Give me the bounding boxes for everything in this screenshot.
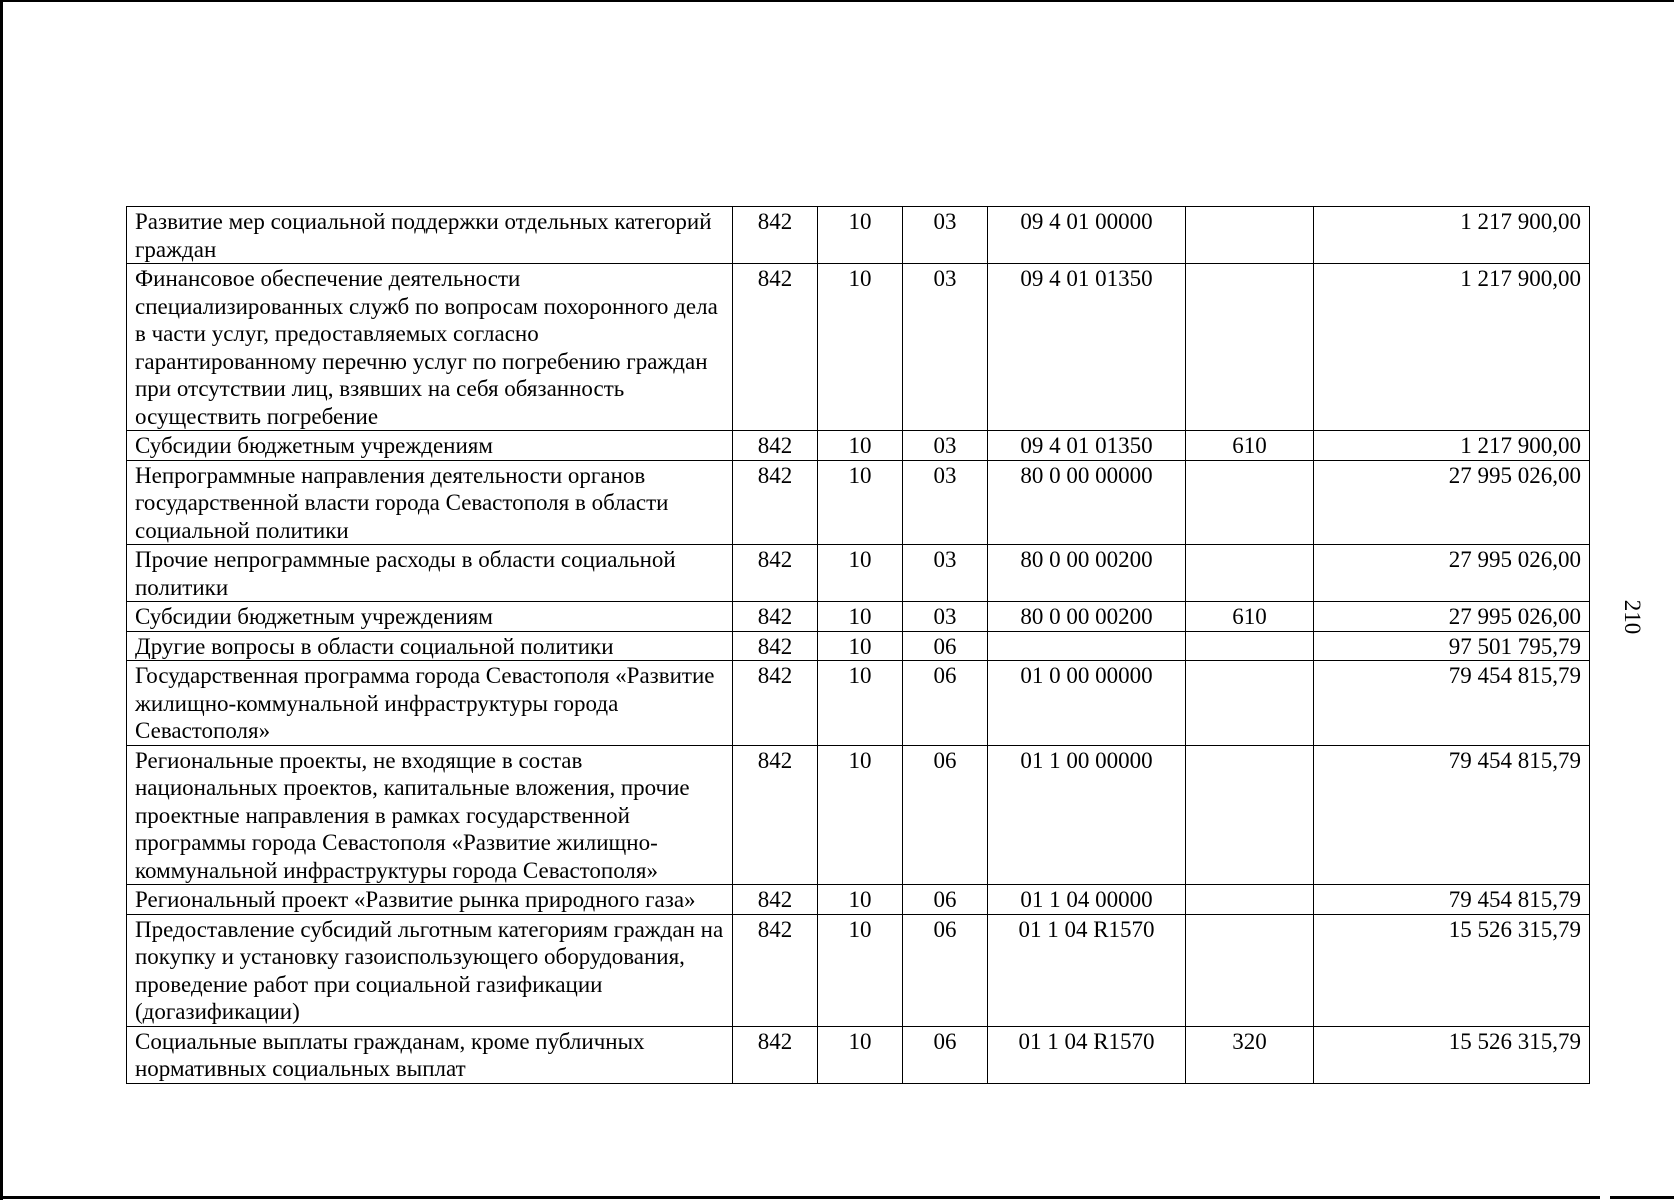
- scan-border-bottom-tail: [1610, 1196, 1674, 1199]
- row-pr: 03: [903, 264, 988, 431]
- row-csr: 80 0 00 00200: [988, 602, 1186, 632]
- row-ved: 842: [733, 661, 818, 746]
- row-name: Предоставление субсидий льготным категориям граждан на покупку и установку газоиспользующего оборудования, проведение работ при социальной газификации (догазификации): [127, 914, 733, 1026]
- table-row: [127, 431, 1590, 461]
- row-vr: 320: [1186, 1026, 1314, 1083]
- row-ved: 842: [733, 914, 818, 1026]
- table-row: [127, 460, 1590, 545]
- row-rz: 10: [818, 914, 903, 1026]
- row-name: Непрограммные направления деятельности органов государственной власти города Севастополя в области социальной политики: [127, 460, 733, 545]
- table-row: [127, 264, 1590, 431]
- row-sum: 79 454 815,79: [1314, 661, 1590, 746]
- scan-border-bottom: [0, 1196, 1600, 1199]
- row-sum: 1 217 900,00: [1314, 264, 1590, 431]
- row-rz: 10: [818, 545, 903, 602]
- row-name: Прочие непрограммные расходы в области социальной политики: [127, 545, 733, 602]
- row-ved: 842: [733, 207, 818, 264]
- budget-table-body: [127, 207, 1590, 1084]
- row-vr: 610: [1186, 602, 1314, 632]
- row-ved: 842: [733, 631, 818, 661]
- row-name: Субсидии бюджетным учреждениям: [127, 602, 733, 632]
- row-name: Региональный проект «Развитие рынка природного газа»: [127, 885, 733, 915]
- row-name: Развитие мер социальной поддержки отдельных категорий граждан: [127, 207, 733, 264]
- row-rz: 10: [818, 885, 903, 915]
- row-csr: [988, 631, 1186, 661]
- scan-border-top: [0, 0, 1674, 2]
- row-pr: 03: [903, 602, 988, 632]
- row-csr: 01 0 00 00000: [988, 661, 1186, 746]
- row-vr: 610: [1186, 431, 1314, 461]
- row-ved: 842: [733, 885, 818, 915]
- row-sum: 27 995 026,00: [1314, 460, 1590, 545]
- row-ved: 842: [733, 264, 818, 431]
- row-sum: 27 995 026,00: [1314, 545, 1590, 602]
- row-rz: 10: [818, 631, 903, 661]
- row-pr: 06: [903, 885, 988, 915]
- row-name: Государственная программа города Севастополя «Развитие жилищно-коммунальной инфраструктуры города Севастополя»: [127, 661, 733, 746]
- row-csr: 09 4 01 01350: [988, 264, 1186, 431]
- row-rz: 10: [818, 431, 903, 461]
- row-sum: 79 454 815,79: [1314, 745, 1590, 885]
- row-sum: 97 501 795,79: [1314, 631, 1590, 661]
- row-csr: 09 4 01 01350: [988, 431, 1186, 461]
- row-rz: 10: [818, 460, 903, 545]
- row-pr: 06: [903, 745, 988, 885]
- table-row: [127, 207, 1590, 264]
- row-vr: [1186, 264, 1314, 431]
- row-csr: 09 4 01 00000: [988, 207, 1186, 264]
- row-ved: 842: [733, 1026, 818, 1083]
- row-csr: 01 1 04 00000: [988, 885, 1186, 915]
- row-sum: 79 454 815,79: [1314, 885, 1590, 915]
- row-pr: 06: [903, 661, 988, 746]
- row-sum: 27 995 026,00: [1314, 602, 1590, 632]
- table-row: [127, 661, 1590, 746]
- row-sum: 15 526 315,79: [1314, 1026, 1590, 1083]
- row-pr: 03: [903, 431, 988, 461]
- row-ved: 842: [733, 460, 818, 545]
- table-row: [127, 914, 1590, 1026]
- row-sum: 15 526 315,79: [1314, 914, 1590, 1026]
- row-vr: [1186, 460, 1314, 545]
- table-row: [127, 631, 1590, 661]
- row-vr: [1186, 885, 1314, 915]
- row-pr: 06: [903, 631, 988, 661]
- row-pr: 03: [903, 460, 988, 545]
- row-csr: 01 1 04 R1570: [988, 914, 1186, 1026]
- page-number: 210: [1620, 599, 1645, 635]
- row-ved: 842: [733, 545, 818, 602]
- row-name: Социальные выплаты гражданам, кроме публичных нормативных социальных выплат: [127, 1026, 733, 1083]
- row-csr: 80 0 00 00000: [988, 460, 1186, 545]
- row-ved: 842: [733, 602, 818, 632]
- row-name: Финансовое обеспечение деятельности специализированных служб по вопросам похоронного дела в части услуг, предоставляемых согласно гарантированному перечню услуг по погребению граждан при отсутствии лиц, взявших на себя обязанность осуществить погребение: [127, 264, 733, 431]
- row-pr: 06: [903, 914, 988, 1026]
- scan-border-left: [0, 0, 3, 1200]
- row-vr: [1186, 661, 1314, 746]
- row-sum: 1 217 900,00: [1314, 431, 1590, 461]
- table-row: [127, 602, 1590, 632]
- row-rz: 10: [818, 207, 903, 264]
- row-pr: 03: [903, 545, 988, 602]
- row-vr: [1186, 631, 1314, 661]
- row-csr: 01 1 04 R1570: [988, 1026, 1186, 1083]
- row-ved: 842: [733, 431, 818, 461]
- row-pr: 06: [903, 1026, 988, 1083]
- row-pr: 03: [903, 207, 988, 264]
- row-name: Субсидии бюджетным учреждениям: [127, 431, 733, 461]
- row-sum: 1 217 900,00: [1314, 207, 1590, 264]
- table-row: [127, 745, 1590, 885]
- row-csr: 80 0 00 00200: [988, 545, 1186, 602]
- row-rz: 10: [818, 661, 903, 746]
- row-csr: 01 1 00 00000: [988, 745, 1186, 885]
- row-vr: [1186, 207, 1314, 264]
- table-row: [127, 885, 1590, 915]
- budget-table: [126, 206, 1590, 1084]
- row-vr: [1186, 545, 1314, 602]
- row-vr: [1186, 914, 1314, 1026]
- row-name: Региональные проекты, не входящие в состав национальных проектов, капитальные вложения, прочие проектные направления в рамках государственной программы города Севастополя «Развитие жилищно-коммунальной инфраструктуры города Севастополя»: [127, 745, 733, 885]
- row-rz: 10: [818, 1026, 903, 1083]
- row-rz: 10: [818, 602, 903, 632]
- row-rz: 10: [818, 745, 903, 885]
- table-row: [127, 1026, 1590, 1083]
- row-name: Другие вопросы в области социальной политики: [127, 631, 733, 661]
- table-row: [127, 545, 1590, 602]
- row-ved: 842: [733, 745, 818, 885]
- row-vr: [1186, 745, 1314, 885]
- row-rz: 10: [818, 264, 903, 431]
